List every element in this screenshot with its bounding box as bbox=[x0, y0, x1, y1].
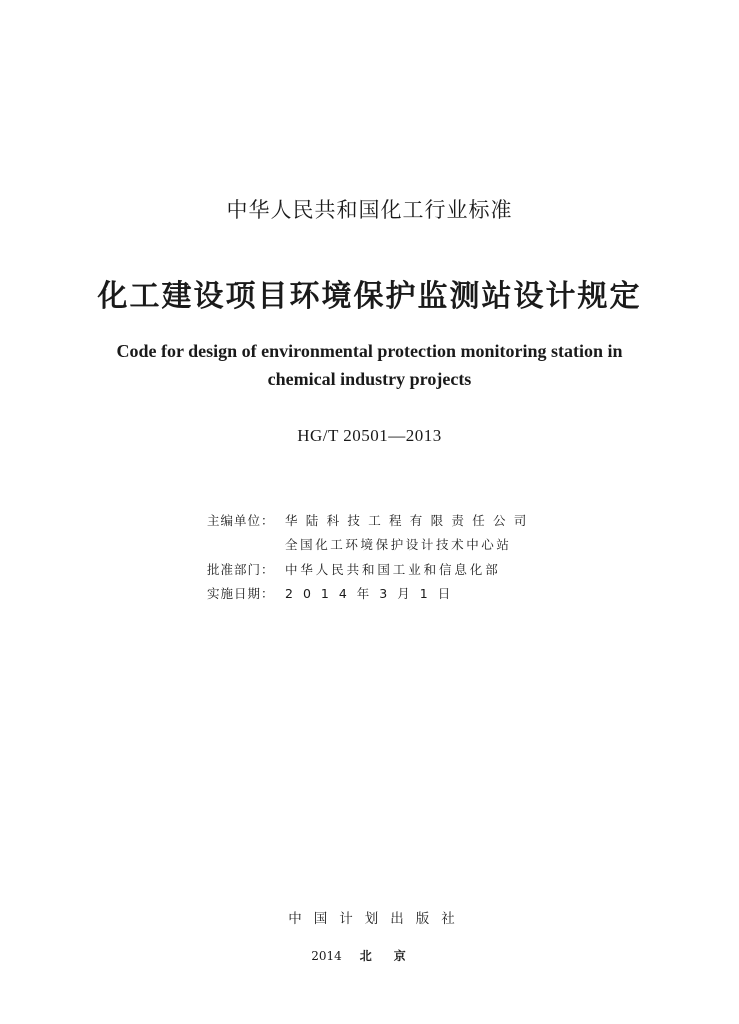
publication-year: 2014 bbox=[311, 949, 342, 963]
publication-city: 北京 bbox=[359, 949, 428, 963]
info-label: 实施日期： bbox=[207, 586, 275, 601]
publisher-name: 中国计划出版社 bbox=[288, 911, 467, 927]
english-title-line-1: Code for design of environmental protection monitoring station in bbox=[116, 341, 623, 361]
info-label: 主编单位： bbox=[207, 513, 275, 528]
info-value: 全国化工环境保护设计技术中心站 bbox=[285, 537, 512, 552]
chinese-title: 化工建设项目环境保护监测站设计规定 bbox=[97, 279, 642, 314]
standard-number: HG/T 20501—2013 bbox=[297, 426, 442, 445]
standard-series-heading: 中华人民共和国化工行业标准 bbox=[226, 198, 513, 222]
english-title-line-2: chemical industry projects bbox=[267, 369, 472, 389]
info-value: 中华人民共和国工业和信息化部 bbox=[285, 562, 501, 577]
info-value: 华陆科技工程有限责任公司 bbox=[285, 513, 535, 528]
info-row-editor bbox=[207, 514, 535, 528]
info-row-approval bbox=[207, 563, 501, 577]
info-value: 2014年3月1日 bbox=[285, 586, 461, 601]
info-label: 批准部门： bbox=[207, 562, 275, 577]
publication-place bbox=[0, 947, 739, 964]
info-row-co-editor bbox=[207, 538, 512, 552]
info-row-effective-date bbox=[207, 587, 460, 601]
